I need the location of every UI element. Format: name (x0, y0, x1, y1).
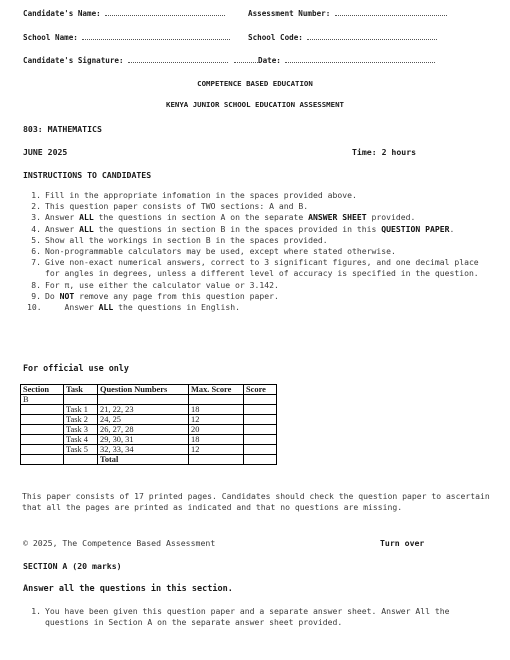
task-cell: Task 3 (64, 425, 98, 435)
text-run: Give non-exact numerical answers, correct to 3 significant figures, and one decimal place for angles in degrees, unless a different level of accuracy is specified in the question. (45, 257, 484, 279)
date-field[interactable] (234, 56, 435, 65)
instructions-list (27, 190, 497, 313)
section-a-instruction: Answer all the questions in this section. (23, 584, 233, 594)
assessment-number-blank[interactable] (335, 9, 447, 16)
instruction-number: 1. (31, 190, 41, 200)
score-cell[interactable] (244, 425, 277, 435)
signature-blank[interactable] (128, 56, 228, 63)
total-label-cell: Total (98, 455, 189, 465)
emphasis-text: ALL (79, 212, 94, 223)
column-header: Task (64, 385, 98, 395)
instruction-text (45, 235, 497, 246)
exam-time: Time: 2 hours (352, 147, 417, 157)
instruction-number: 3. (31, 212, 41, 223)
candidate-name-label: Candidate's Name: (23, 9, 101, 18)
instruction-text (45, 190, 497, 201)
official-use-heading: For official use only (23, 363, 129, 373)
task-cell: Task 2 (64, 415, 98, 425)
instructions-heading: INSTRUCTIONS TO CANDIDATES (23, 170, 152, 180)
text-run: Fill in the appropriate infomation in the spaces provided above. (45, 190, 357, 200)
instruction-item (27, 291, 497, 302)
instruction-item (27, 212, 497, 223)
score-cell[interactable] (244, 435, 277, 445)
instruction-text (45, 201, 497, 212)
text-run: For π, use either the calculator value or 3.142. (45, 279, 279, 290)
text-run: the questions in English. (113, 302, 240, 313)
official-use-table (20, 384, 277, 465)
score-cell[interactable] (244, 405, 277, 415)
instruction-item (27, 246, 497, 257)
text-run: This question paper consists of TWO sections: A and B. (45, 201, 309, 212)
question-number: 1. (31, 606, 41, 616)
task-cell: Task 4 (64, 435, 98, 445)
task-cell: Task 1 (64, 405, 98, 415)
task-cell: Task 5 (64, 445, 98, 455)
instruction-item (27, 224, 497, 235)
max-score-cell: 20 (189, 425, 244, 435)
exam-date: JUNE 2025 (23, 147, 68, 157)
emphasis-text: ALL (79, 223, 94, 234)
max-score-cell: 18 (189, 435, 244, 445)
questions-cell: 32, 33, 34 (98, 445, 189, 455)
text-run: Answer (45, 223, 80, 234)
school-name-blank[interactable] (82, 33, 230, 40)
emphasis-text: NOT (59, 290, 75, 301)
date-lead-dots (234, 56, 258, 63)
section-cell: B (21, 395, 64, 405)
column-header: Question Numbers (98, 385, 189, 395)
pages-note: This paper consists of 17 printed pages. Candidates should check the question paper to ascertain that all the pages are printed as indicated and that no questions are missing. (22, 491, 490, 512)
candidate-name-blank[interactable] (105, 9, 225, 16)
table-row (21, 415, 277, 425)
max-score-cell: 12 (189, 415, 244, 425)
school-code-field[interactable] (248, 33, 437, 42)
text-run: . (449, 223, 455, 234)
table-row (21, 395, 277, 405)
instruction-text (45, 257, 497, 279)
instruction-item (27, 302, 497, 313)
instruction-text (45, 212, 497, 223)
text-run: provided. (366, 212, 416, 223)
instruction-item (27, 235, 497, 246)
column-header: Section (21, 385, 64, 395)
table-row (21, 435, 277, 445)
instruction-number: 10. (27, 302, 42, 313)
text-run: Answer (45, 302, 99, 313)
max-score-cell: 12 (189, 445, 244, 455)
instruction-number: 6. (31, 246, 41, 257)
table-total-row (21, 455, 277, 465)
section-a-heading: SECTION A (20 marks) (23, 561, 122, 571)
table-row (21, 445, 277, 455)
text-run: the questions in section B in the spaces provided in this (93, 223, 382, 234)
school-code-blank[interactable] (307, 33, 437, 40)
instruction-text (45, 291, 497, 302)
instruction-text (45, 280, 497, 291)
turn-over: Turn over (380, 538, 425, 548)
assessment-number-field[interactable] (248, 9, 447, 18)
instruction-number: 7. (31, 257, 41, 268)
score-cell[interactable] (244, 445, 277, 455)
date-label: Date: (258, 56, 281, 65)
emphasis-text: ANSWER SHEET (308, 212, 367, 223)
copyright: © 2025, The Competence Based Assessment (23, 538, 216, 548)
table-row (21, 405, 277, 415)
school-name-field[interactable] (23, 33, 230, 42)
text-run: Non-programmable calculators may be used, except where stated otherwise. (45, 246, 396, 257)
text-run: Show all the workings in section B in the spaces provided. (45, 234, 328, 245)
school-name-label: School Name: (23, 33, 78, 42)
column-header: Max. Score (189, 385, 244, 395)
question-text: You have been given this question paper and a separate answer sheet. Answer All the questions in Section A on the separate answer sheet provided. (45, 606, 450, 627)
instruction-item (27, 280, 497, 291)
question-1 (27, 606, 487, 628)
text-run: Do (45, 290, 60, 301)
title-competence: COMPETENCE BASED EDUCATION (197, 79, 313, 88)
questions-cell: 21, 22, 23 (98, 405, 189, 415)
subject-code: 803: MATHEMATICS (23, 124, 102, 134)
instruction-item (27, 190, 497, 201)
instruction-text (45, 246, 497, 257)
signature-label: Candidate's Signature: (23, 56, 124, 65)
school-code-label: School Code: (248, 33, 303, 42)
signature-field[interactable] (23, 56, 228, 65)
assessment-number-label: Assessment Number: (248, 9, 331, 18)
date-blank[interactable] (285, 56, 435, 63)
instruction-number: 8. (31, 279, 41, 290)
questions-cell: 24, 25 (98, 415, 189, 425)
table-header-row (21, 385, 277, 395)
table-row (21, 425, 277, 435)
instruction-item (27, 257, 497, 279)
instruction-number: 4. (31, 223, 41, 234)
emphasis-text: ALL (98, 302, 114, 313)
max-score-cell: 18 (189, 405, 244, 415)
emphasis-text: QUESTION PAPER (381, 223, 450, 234)
title-assessment: KENYA JUNIOR SCHOOL EDUCATION ASSESSMENT (166, 100, 344, 109)
text-run: Answer (45, 212, 80, 223)
instruction-item (27, 201, 497, 212)
questions-cell: 29, 30, 31 (98, 435, 189, 445)
column-header: Score (244, 385, 277, 395)
instruction-number: 2. (31, 201, 41, 212)
text-run: the questions in section A on the separate (93, 212, 309, 223)
instruction-text (45, 302, 497, 313)
instruction-text (45, 224, 497, 235)
instruction-number: 9. (31, 290, 41, 301)
questions-cell: 26, 27, 28 (98, 425, 189, 435)
score-cell[interactable] (244, 415, 277, 425)
instruction-number: 5. (31, 234, 41, 245)
text-run: remove any page from this question paper. (74, 290, 279, 301)
total-score-cell[interactable] (244, 455, 277, 465)
candidate-name-field[interactable] (23, 9, 225, 18)
